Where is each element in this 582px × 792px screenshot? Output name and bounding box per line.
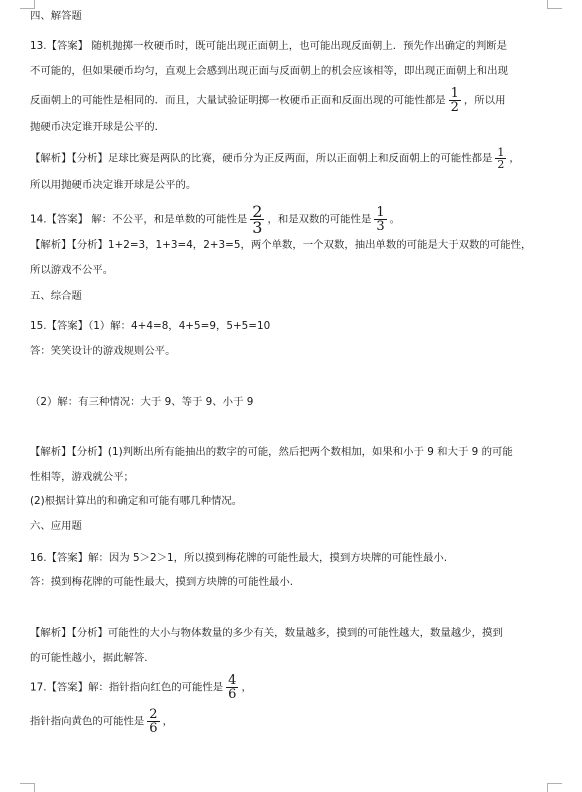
section-heading-six: 六、应用题	[30, 520, 82, 532]
q13-answer-line-3-tail: ，所以用	[463, 94, 506, 107]
q13-answer-line-4: 抛硬币决定谁开球是公平的．	[30, 121, 166, 133]
q15-answer-line-2: 答：笑笑设计的游戏规则公平。	[30, 345, 176, 357]
q13-answer-line-3-text: 反面朝上的可能性是相同的．而且，大量试验证明掷一枚硬币正面和反面出现的可能性都是	[30, 94, 446, 107]
crop-mark-top-left	[20, 0, 35, 9]
q13-analysis-text: 【解析】【分析】足球比赛是两队的比赛，硬币分为正反两面，所以正面朝上和反面朝上的可能性都是	[30, 152, 493, 165]
crop-mark-top-right	[547, 0, 562, 9]
q13-analysis-tail: ，	[509, 152, 520, 165]
fraction-denominator: 6	[228, 687, 237, 702]
q15-answer-line-1: 15.【答案】（1）解：4+4=8，4+5=9，5+5=10	[30, 320, 271, 332]
q14-answer-text: 14.【答案】 解：不公平，和是单数的可能性是	[30, 213, 248, 226]
q17-answer-text-2: 指针指向黄色的可能性是	[30, 715, 145, 728]
q14-answer-tail: 。	[389, 213, 401, 226]
q17-answer-text: 17.【答案】解：指针指向红色的可能性是	[30, 681, 224, 694]
q17-answer-line-2	[30, 708, 558, 735]
fraction-numerator: 2	[252, 202, 263, 221]
q14-fraction-even	[374, 206, 386, 233]
q16-answer-line-2: 答：摸到梅花牌的可能性最大，摸到方块牌的可能性最小.	[30, 576, 294, 588]
q15-analysis-line-3: (2)根据计算出的和确定和可能有哪几种情况。	[30, 495, 243, 507]
q13-answer-line-1: 13.【答案】 随机抛掷一枚硬币时，既可能出现正面朝上，也可能出现反面朝上．预先作出确定的判断是	[30, 40, 508, 52]
section-heading-four: 四、解答题	[30, 10, 82, 22]
q16-analysis-line-1: 【解析】【分析】可能性的大小与物体数量的多少有关，数量越多，摸到的可能性越大，数量越少，摸到	[30, 627, 503, 639]
q13-answer-line-2: 不可能的，但如果硬币均匀，直观上会感到出现正面与反面朝上的机会应该相等，即出现正面朝上和出现	[30, 65, 508, 77]
q15-analysis-line-1: 【解析】【分析】(1)判断出所有能抽出的数字的可能，然后把两个数相加，如果和小于 9 和大于 9 的可能	[30, 446, 513, 458]
q17-fraction-red	[226, 674, 238, 701]
q14-fraction-odd	[250, 204, 264, 235]
fraction-numerator: 1	[450, 86, 459, 101]
section-heading-five: 五、综合题	[30, 290, 82, 302]
q14-analysis-line-1: 【解析】【分析】1+2=3，1+3=4，2+3=5，两个单数，一个双数，抽出单数的可能是大于双数的可能性，	[30, 239, 532, 251]
q14-answer-line	[30, 204, 558, 235]
q13-analysis-line-1	[30, 147, 558, 170]
q17-fraction-yellow	[147, 708, 159, 735]
q15-answer-line-3: （2）解：有三种情况：大于 9、等于 9、小于 9	[30, 396, 254, 408]
fraction-denominator: 6	[149, 721, 158, 736]
fraction-numerator: 1	[376, 205, 385, 220]
fraction-denominator: 3	[252, 218, 263, 237]
fraction-denominator: 3	[376, 219, 385, 234]
fraction-denominator: 2	[497, 158, 505, 171]
q15-analysis-line-2: 性相等，游戏就公平；	[30, 471, 134, 483]
q14-answer-middle: ，和是双数的可能性是	[267, 213, 372, 226]
fraction-numerator: 4	[228, 673, 237, 688]
fraction-numerator: 2	[149, 707, 158, 722]
q13-answer-line-3	[30, 87, 558, 114]
q17-answer-tail: ，	[241, 681, 252, 694]
q17-answer-tail-2: ，	[162, 715, 173, 728]
q13-fraction-half	[449, 87, 461, 114]
crop-mark-bottom-left	[20, 783, 35, 792]
q16-answer-line-1: 16.【答案】解：因为 5＞2＞1，所以摸到梅花牌的可能性最大，摸到方块牌的可能性最小.	[30, 552, 448, 564]
q16-analysis-line-2: 的可能性越小，据此解答.	[30, 652, 148, 664]
q13-analysis-line-2: 所以用抛硬币决定谁开球是公平的。	[30, 179, 197, 191]
q13-analysis-fraction	[495, 147, 506, 170]
q14-analysis-line-2: 所以游戏不公平。	[30, 264, 114, 276]
q17-answer-line-1	[30, 674, 558, 701]
crop-mark-bottom-right	[547, 783, 562, 792]
fraction-denominator: 2	[450, 100, 459, 115]
fraction-numerator: 1	[497, 146, 505, 159]
